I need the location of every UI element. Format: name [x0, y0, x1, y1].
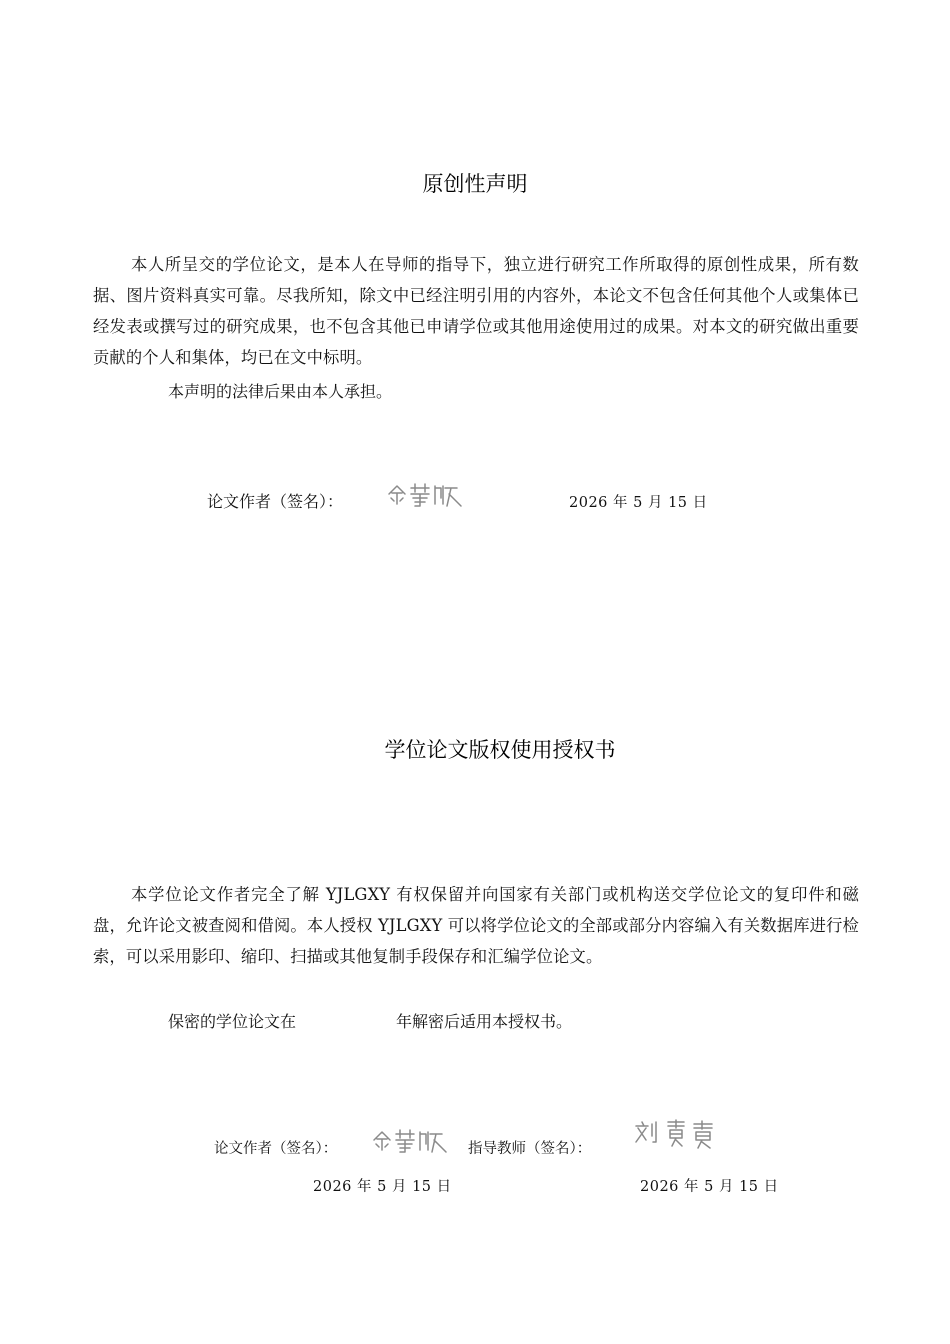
secret-suffix: 年解密后适用本授权书。 [396, 1012, 573, 1031]
authorization-advisor-signature [632, 1118, 718, 1150]
declaration-body-text: 本人所呈交的学位论文，是本人在导师的指导下，独立进行研究工作所取得的原创性成果，所有数据、图片资料真实可靠。尽我所知，除文中已经注明引用的内容外，本论文不包含任何其他个人或集体已经发表或撰写过的研究成果，也不包含其他已申请学位或其他用途使用过的成果。对本文的研究做出重要贡献的个人和集体，均已在文中标明。 [93, 255, 859, 367]
secret-prefix: 保密的学位论文在 [168, 1012, 297, 1031]
declaration-legal-note: 本声明的法律后果由本人承担。 [168, 382, 393, 401]
declaration-date: 2026 年 5 月 15 日 [569, 495, 708, 511]
authorization-author-label: 论文作者（签名）： [214, 1141, 338, 1157]
declaration-title: 原创性声明 [422, 172, 528, 196]
authorization-advisor-date: 2026 年 5 月 15 日 [640, 1179, 779, 1195]
authorization-author-date: 2026 年 5 月 15 日 [313, 1179, 452, 1195]
declaration-paragraph [93, 249, 859, 373]
authorization-body-text: 本学位论文作者完全了解 YJLGXY 有权保留并向国家有关部门或机构送交学位论文的复印件和磁盘，允许论文被查阅和借阅。本人授权 YJLGXY 可以将学位论文的全部或部分内容编入有关数据库进行检索，可以采用影印、缩印、扫描或其他复制手段保存和汇编学位论文。 [93, 885, 859, 966]
authorization-advisor-label: 指导教师（签名）： [468, 1141, 592, 1157]
declaration-author-label: 论文作者（签名）： [207, 492, 344, 511]
authorization-paragraph [93, 879, 859, 972]
authorization-author-signature [370, 1126, 450, 1154]
declaration-author-signature [385, 480, 465, 508]
authorization-title: 学位论文版权使用授权书 [384, 738, 616, 762]
